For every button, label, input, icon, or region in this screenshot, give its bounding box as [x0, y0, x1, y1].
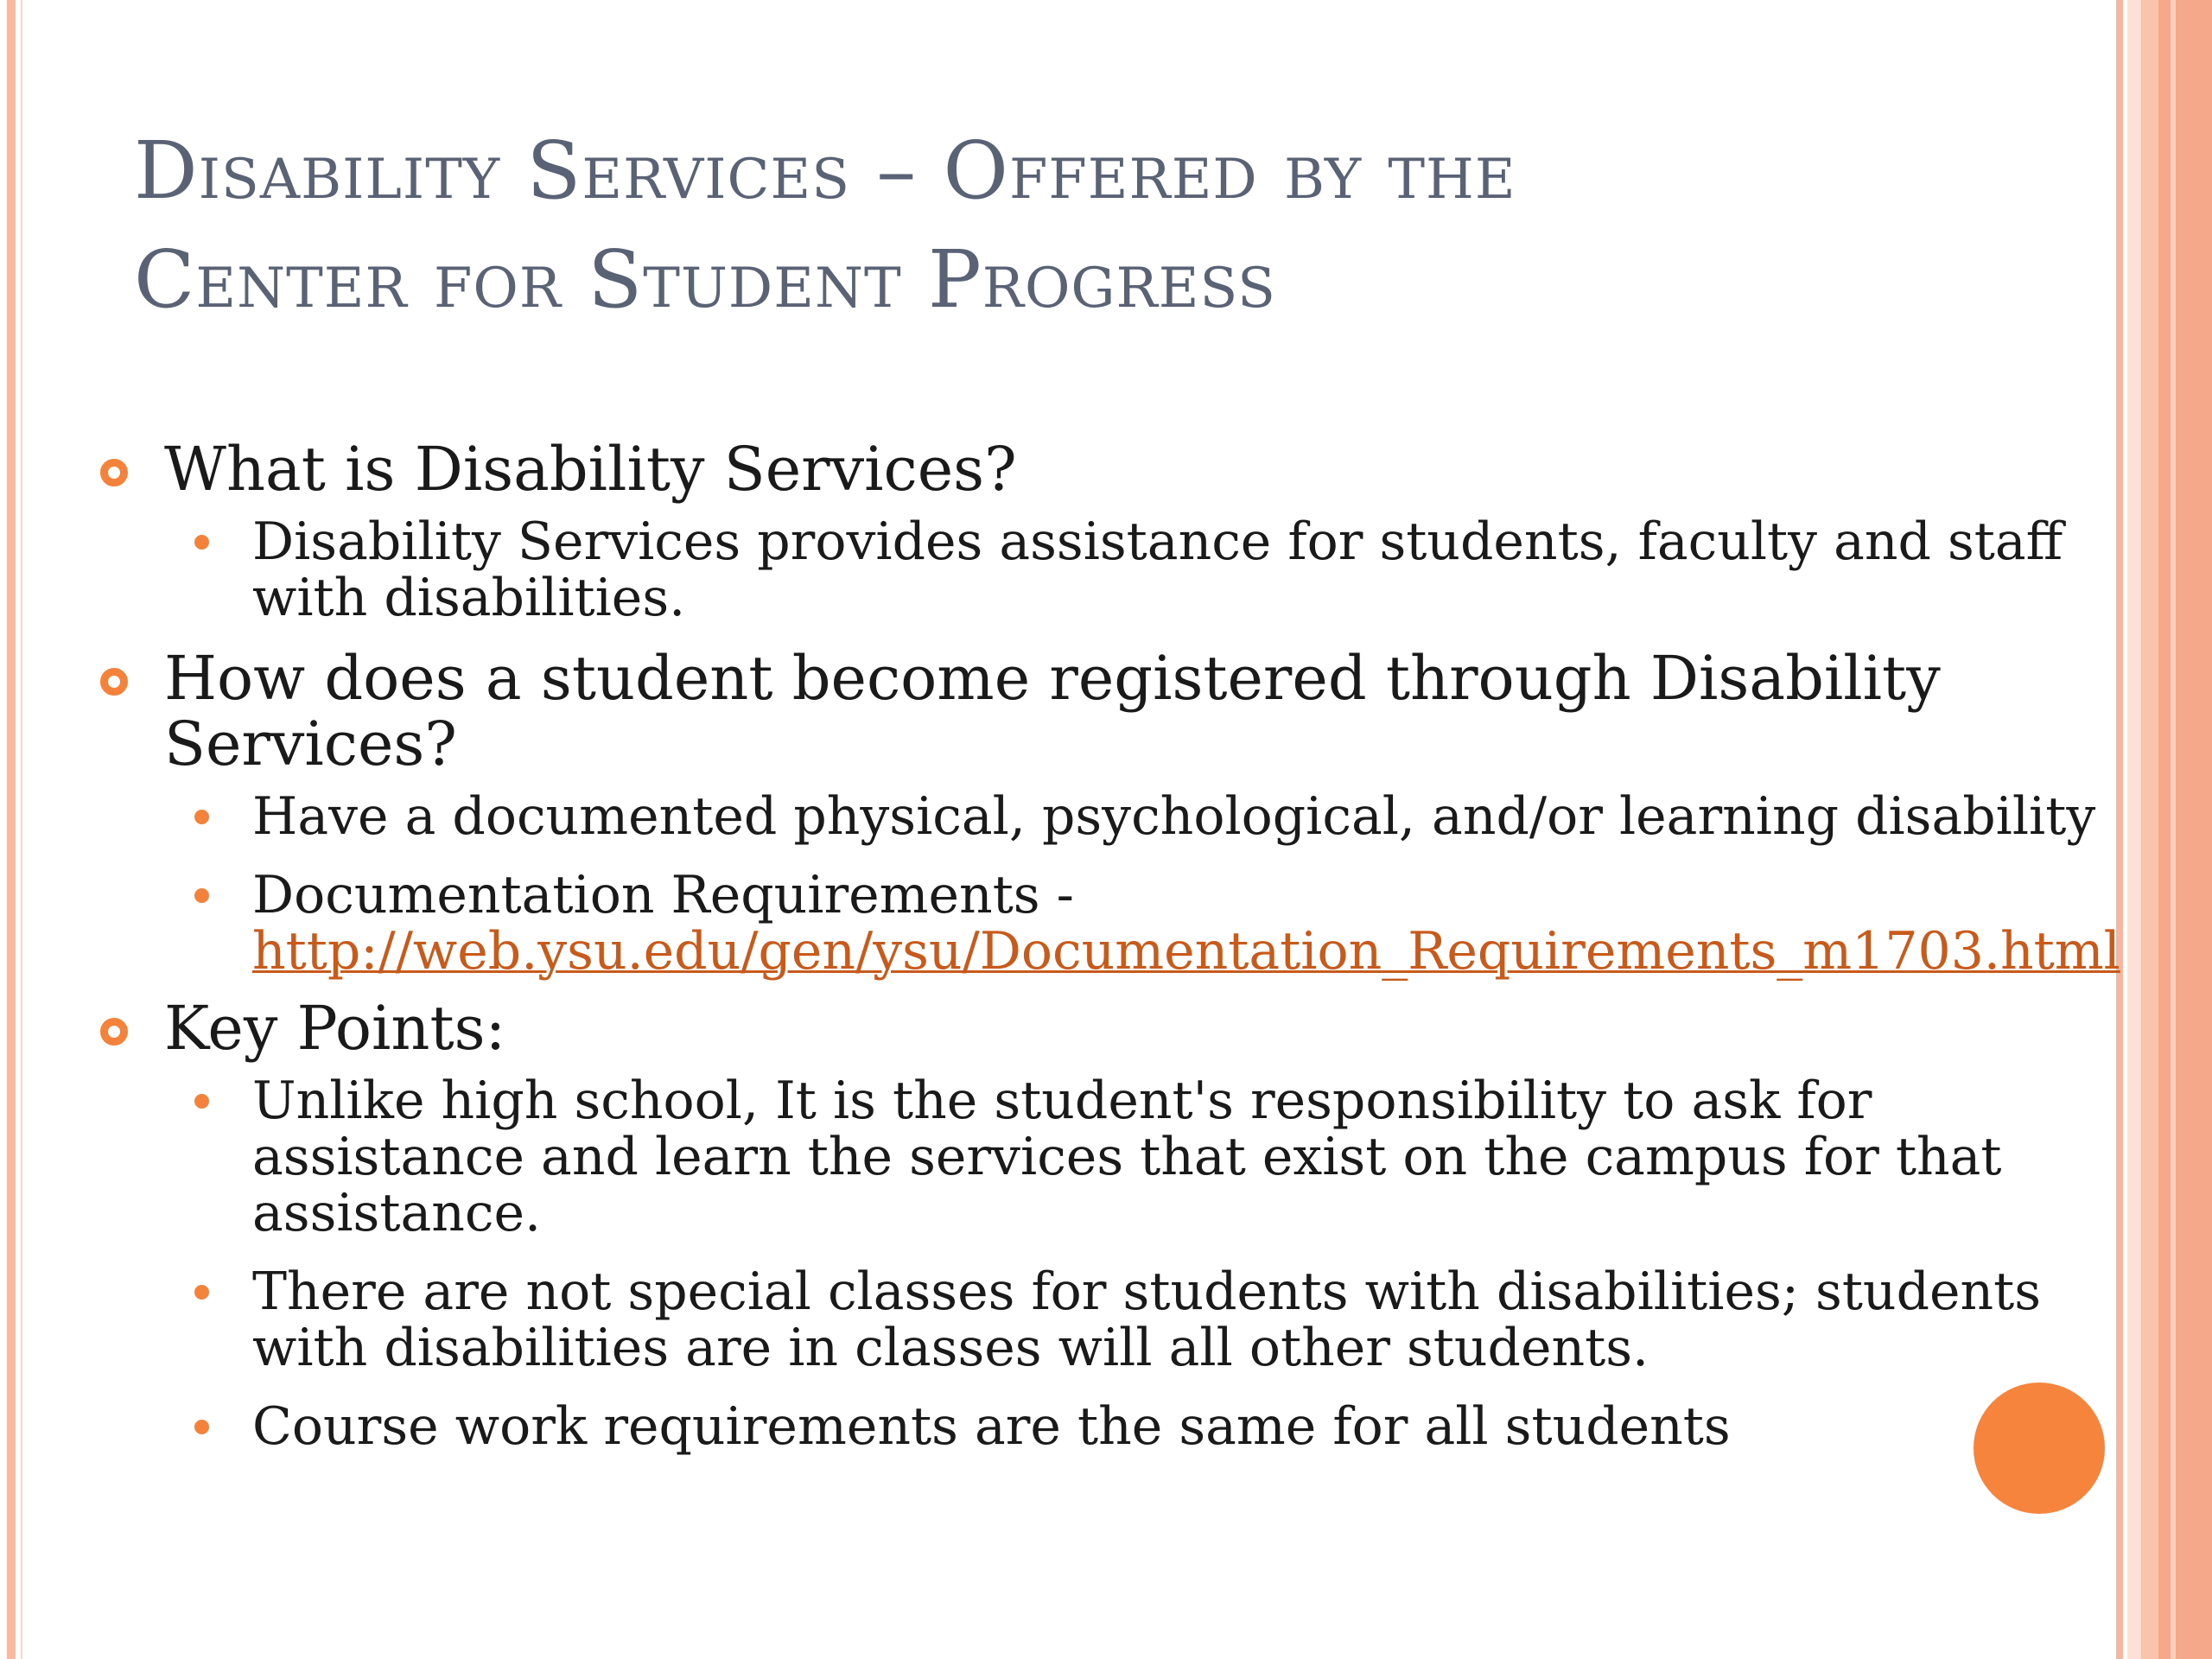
ring-bullet-icon	[100, 1018, 128, 1046]
slide-title-line-1: Disability Services – Offered by the	[134, 124, 1516, 217]
ring-bullet-icon	[100, 668, 128, 696]
bullet-item	[95, 514, 2117, 626]
section-heading-text: What is Disability Services?	[164, 434, 1017, 505]
bullet-item	[95, 1264, 2117, 1376]
right-stripe-decoration	[2127, 0, 2141, 1659]
bullet-item-documentation	[95, 865, 2120, 982]
ring-bullet-icon	[100, 459, 128, 486]
section-heading-key-points	[95, 993, 2117, 1064]
dot-bullet-icon	[194, 810, 209, 824]
section-heading-what-is	[95, 434, 2117, 505]
bullet-item	[95, 1073, 2117, 1242]
dot-bullet-icon	[194, 535, 209, 550]
right-stripe-decoration	[2116, 0, 2123, 1659]
section-heading-text: How does a student become registered through Disability Services?	[164, 643, 1941, 779]
right-stripe-decoration	[2141, 0, 2158, 1659]
left-border-decoration	[7, 0, 16, 1659]
right-stripe-decoration	[2171, 0, 2176, 1659]
bullet-text: Unlike high school, It is the student's responsibility to ask for assistance and learn the services that exist on the campus for that assistance.	[252, 1071, 2002, 1243]
bullet-item	[95, 786, 2117, 847]
bullet-text: Disability Services provides assistance for students, faculty and staff with disabilities.	[252, 512, 2063, 628]
dot-bullet-icon	[194, 888, 209, 903]
bullet-item	[95, 1396, 2117, 1457]
bullet-text: There are not special classes for students with disabilities; students with disabilities are in classes will all other students.	[252, 1262, 2042, 1378]
bullet-text: Course work requirements are the same for all students	[252, 1396, 1731, 1457]
documentation-requirements-link[interactable]: http://web.ysu.edu/gen/ysu/Documentation_Requirements_m1703.html	[252, 921, 2120, 982]
orange-circle-decoration	[1974, 1382, 2105, 1514]
documentation-prefix: Documentation Requirements -	[252, 865, 1074, 925]
dot-bullet-icon	[194, 1285, 209, 1300]
slide-title-line-2: Center for Student Progress	[134, 233, 1277, 326]
section-heading-text: Key Points:	[164, 993, 506, 1064]
slide-title	[134, 117, 2078, 334]
bullet-text: Have a documented physical, psychological, and/or learning disability	[252, 786, 2096, 847]
right-stripe-decoration	[2158, 0, 2212, 1659]
slide-body	[95, 434, 2120, 1457]
dot-bullet-icon	[194, 1094, 209, 1109]
section-heading-how-register	[95, 645, 2117, 777]
left-border-inner-decoration	[21, 0, 22, 1659]
dot-bullet-icon	[194, 1420, 209, 1434]
